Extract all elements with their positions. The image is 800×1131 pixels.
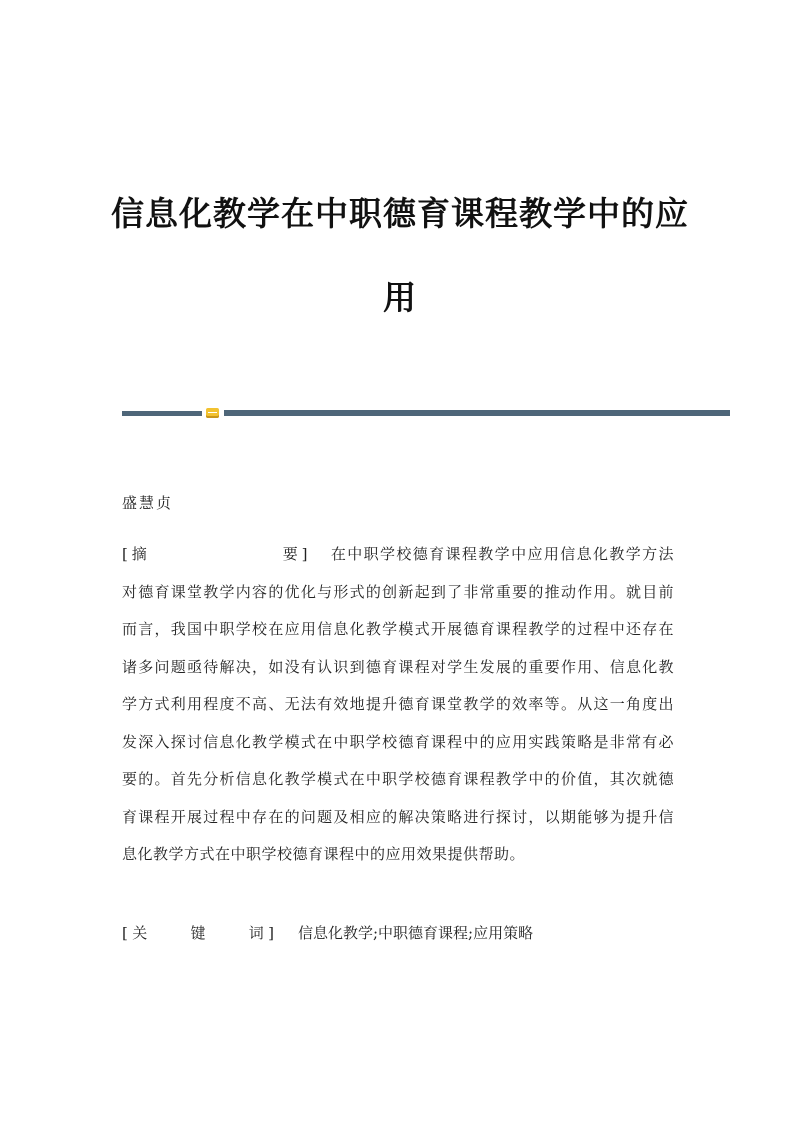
abstract-line: 育课程开展过程中存在的问题及相应的解决策略进行探讨，以期能够为提升信 xyxy=(122,807,674,826)
abstract-text: 在中职学校德育课程教学中应用信息化教学方法 xyxy=(330,545,674,563)
title-divider xyxy=(122,408,730,418)
abstract-block xyxy=(122,536,674,874)
divider-emblem-icon xyxy=(206,408,219,418)
author-name: 盛慧贞 xyxy=(122,494,174,512)
abstract-line: 要的。首先分析信息化教学模式在中职学校德育课程教学中的价值，其次就德 xyxy=(122,770,674,788)
divider-bar-right xyxy=(224,410,730,416)
abstract-label: [摘 要] xyxy=(122,545,308,563)
abstract-line: 发深入探讨信息化教学模式在中职学校德育课程中的应用实践策略是非常有必 xyxy=(122,732,674,751)
keywords-block xyxy=(122,922,533,943)
abstract-line: 对德育课堂教学内容的优化与形式的创新起到了非常重要的推动作用。就目前 xyxy=(122,582,674,601)
abstract-line: 息化教学方式在中职学校德育课程中的应用效果提供帮助。 xyxy=(122,845,526,863)
document-title-line-1: 信息化教学在中职德育课程教学中的应 xyxy=(111,194,689,233)
abstract-line: 而言，我国中职学校在应用信息化教学模式开展德育课程教学的过程中还存在 xyxy=(122,620,674,638)
divider-bar-left xyxy=(122,411,202,416)
keywords-value: 信息化教学;中职德育课程;应用策略 xyxy=(298,924,534,942)
abstract-line xyxy=(122,536,674,574)
keywords-label: [关 键 词] xyxy=(122,924,274,942)
document-title-line-2: 用 xyxy=(383,278,417,317)
abstract-line: 诸多问题亟待解决，如没有认识到德育课程对学生发展的重要作用、信息化教 xyxy=(122,657,674,676)
abstract-line: 学方式利用程度不高、无法有效地提升德育课堂教学的效率等。从这一角度出 xyxy=(122,695,674,713)
